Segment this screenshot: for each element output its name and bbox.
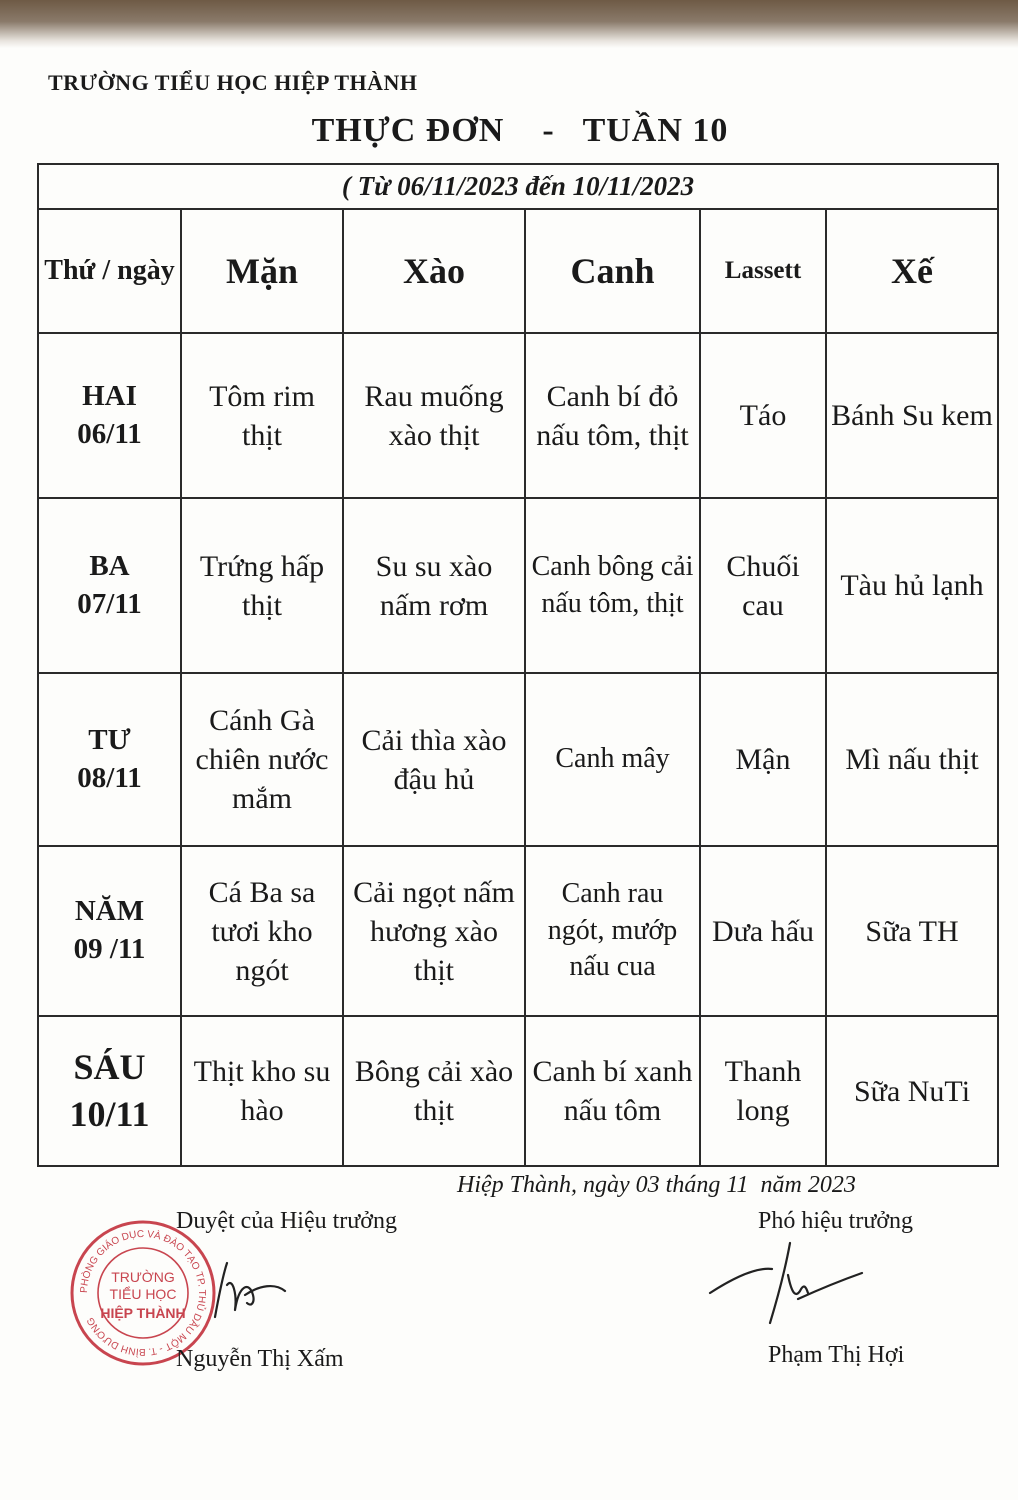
page-top-shadow <box>0 0 1018 48</box>
xao-cell: Cải ngọt nấm hương xào thịt <box>343 846 525 1016</box>
stamp-line-3: HIỆP THÀNH <box>100 1305 186 1321</box>
title-separator: - <box>542 112 555 149</box>
day-name: SÁU <box>73 1047 146 1088</box>
title-week: TUẦN 10 <box>582 112 729 149</box>
vice-principal-signature <box>700 1235 870 1335</box>
stamp-line-1: TRƯỜNG <box>111 1269 175 1285</box>
fruit-cell: Mận <box>700 673 826 846</box>
col-header-lassett: Lassett <box>700 209 826 333</box>
xe-cell: Tàu hủ lạnh <box>826 498 998 673</box>
man-cell: Thịt kho su hào <box>181 1016 343 1166</box>
day-name: HAI <box>82 379 137 412</box>
day-name: TƯ <box>88 723 131 756</box>
day-cell <box>38 498 181 673</box>
xe-cell: Bánh Su kem <box>826 333 998 498</box>
fruit-cell: Thanh long <box>700 1016 826 1166</box>
day-date: 08/11 <box>77 761 142 794</box>
man-cell: Cá Ba sa tươi kho ngót <box>181 846 343 1016</box>
xe-cell: Mì nấu thịt <box>826 673 998 846</box>
xe-cell: Sữa NuTi <box>826 1016 998 1166</box>
day-cell <box>38 1016 181 1166</box>
col-header-xao: Xào <box>343 209 525 333</box>
header-row <box>38 209 998 333</box>
canh-cell: Canh mây <box>525 673 700 846</box>
principal-approval-label: Duyệt của Hiệu trưởng <box>176 1208 397 1234</box>
school-name: TRƯỜNG TIỂU HỌC HIỆP THÀNH <box>48 70 418 95</box>
man-cell: Trứng hấp thịt <box>181 498 343 673</box>
stamp-ring-text: PHÒNG GIÁO DỤC VÀ ĐÀO TẠO TP. THỦ DẦU MỘT - T. BÌNH DƯƠNG <box>78 1228 208 1358</box>
principal-name: Nguyễn Thị Xấm <box>176 1346 344 1372</box>
table-row <box>38 673 998 846</box>
day-name: BA <box>89 549 130 582</box>
fruit-cell: Dưa hấu <box>700 846 826 1016</box>
day-cell <box>38 673 181 846</box>
table-row <box>38 498 998 673</box>
table-row <box>38 333 998 498</box>
table-row <box>38 1016 998 1166</box>
canh-cell: Canh bông cải nấu tôm, thịt <box>525 498 700 673</box>
day-date: 10/11 <box>69 1094 150 1134</box>
vice-principal-label: Phó hiệu trưởng <box>758 1208 914 1234</box>
fruit-cell: Táo <box>700 333 826 498</box>
place-and-date: Hiệp Thành, ngày 03 tháng 11 năm 2023 <box>457 1172 856 1198</box>
date-range: ( Từ 06/11/2023 đến 10/11/2023 <box>38 164 998 209</box>
col-header-xe: Xế <box>826 209 998 333</box>
xe-cell: Sữa TH <box>826 846 998 1016</box>
canh-cell: Canh bí xanh nấu tôm <box>525 1016 700 1166</box>
canh-cell: Canh rau ngót, mướp nấu cua <box>525 846 700 1016</box>
vice-principal-name: Phạm Thị Hợi <box>768 1342 905 1368</box>
day-name: NĂM <box>74 895 145 928</box>
day-cell <box>38 333 181 498</box>
man-cell: Cánh Gà chiên nước mắm <box>181 673 343 846</box>
day-date: 06/11 <box>77 417 142 450</box>
menu-title <box>0 112 1018 150</box>
day-date: 07/11 <box>77 587 142 620</box>
col-header-day: Thứ / ngày <box>38 209 181 333</box>
principal-signature <box>205 1255 315 1325</box>
col-header-man: Mặn <box>181 209 343 333</box>
xao-cell: Cải thìa xào đậu hủ <box>343 673 525 846</box>
table-row <box>38 846 998 1016</box>
xao-cell: Su su xào nấm rơm <box>343 498 525 673</box>
menu-table <box>37 163 999 1167</box>
xao-cell: Rau muống xào thịt <box>343 333 525 498</box>
canh-cell: Canh bí đỏ nấu tôm, thịt <box>525 333 700 498</box>
man-cell: Tôm rim thịt <box>181 333 343 498</box>
fruit-cell: Chuối cau <box>700 498 826 673</box>
xao-cell: Bông cải xào thịt <box>343 1016 525 1166</box>
col-header-canh: Canh <box>525 209 700 333</box>
day-date: 09 /11 <box>73 933 146 965</box>
title-left: THỰC ĐƠN <box>311 112 505 149</box>
stamp-line-2: TIỂU HỌC <box>109 1286 177 1302</box>
day-cell <box>38 846 181 1016</box>
